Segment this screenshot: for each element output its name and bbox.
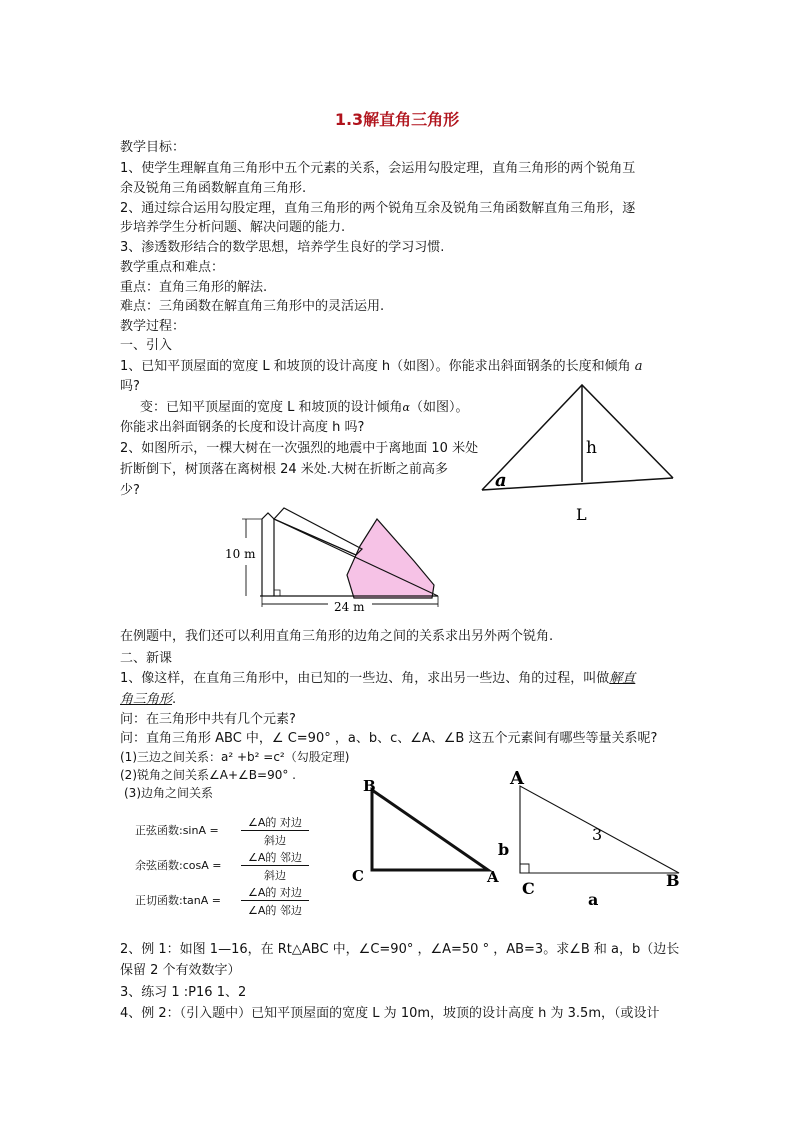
vertex-C-label: C: [522, 879, 535, 898]
definition-term-part-2: 角三角形: [120, 692, 173, 707]
alpha-symbol: α: [402, 401, 410, 414]
triangle-figure-1: [350, 774, 510, 889]
question-2-line-2: 折断倒下，树顶落在离树根 24 米处.大树在折断之前高多: [120, 462, 448, 477]
fallen-trunk: [274, 508, 362, 555]
objective-1-line-1: 1、使学生理解直角三角形中五个元素的关系，会运用勾股定理，直角三角形的两个锐角互: [120, 161, 636, 176]
cosine-label: 余弦函数:cosA =: [135, 859, 222, 872]
vertex-A-label: A: [510, 768, 524, 789]
example-1-line-1: 2、例 1：如图 1—16，在 Rt△ABC 中，∠C=90° ，∠A=50 ° ，AB=3。求∠B 和 a，b（边长: [120, 942, 680, 957]
right-angle-mark: [274, 590, 280, 596]
definition-line-1: [120, 670, 635, 688]
fraction-bar: [241, 865, 309, 866]
cosine-denominator: 斜边: [264, 869, 286, 882]
vertex-C-label: C: [352, 867, 364, 885]
variant-line-2: 你能求出斜面钢条的长度和设计高度 h 吗?: [120, 420, 365, 435]
tangent-denominator: ∠A的 邻边: [248, 904, 302, 917]
definition-period: .: [172, 692, 177, 707]
cosine-numerator: ∠A的 邻边: [248, 851, 302, 864]
side-b-label: b: [498, 840, 510, 859]
new-lesson-heading: 二、新课: [120, 651, 173, 666]
question-2-line-1: 2、如图所示，一棵大树在一次强烈的地震中于离地面 10 米处: [120, 441, 479, 456]
definition-line-2: [120, 691, 176, 709]
difficulty-point: 难点：三角函数在解直角三角形中的灵活运用.: [120, 299, 385, 314]
definition-term-part-1: 解直: [609, 671, 636, 686]
alpha-symbol: a: [634, 359, 643, 374]
roof-alpha-label: a: [495, 470, 507, 491]
variant-text: 变：已知平顶屋面的宽度 L 和坡顶的设计倾角: [140, 400, 403, 415]
vertex-B-label: B: [363, 777, 376, 795]
tree-height-label: 10 m: [225, 547, 256, 561]
keypoints-heading: 教学重点和难点：: [120, 260, 225, 275]
sine-label: 正弦函数:sinA =: [135, 824, 219, 837]
sine-formula: [135, 814, 315, 850]
roof-slopes: [482, 385, 673, 490]
intro-heading: 一、引入: [120, 338, 173, 353]
side-a-label: a: [588, 890, 599, 909]
relation-sides: (1)三边之间关系：a² +b² =c²（勾股定理): [120, 750, 350, 764]
question-relations: 问：直角三角形 ABC 中，∠ C=90° ，a、b、c、∠A、∠B 这五个元素间有哪些等量关系呢?: [120, 731, 658, 746]
triangle-figure-2: [494, 763, 686, 913]
process-heading: 教学过程：: [120, 319, 186, 334]
document-title: 1.3解直角三角形: [334, 110, 460, 129]
definition-text: 1、像这样，在直角三角形中，由已知的一些边、角，求出另一些边、角的过程，叫做: [120, 671, 610, 686]
roof-h-label: h: [586, 438, 597, 458]
tangent-formula: [135, 884, 315, 920]
tree-crown: [347, 519, 434, 598]
practice-line: 3、练习 1 :P16 1、2: [120, 985, 247, 1000]
cosine-formula: [135, 849, 315, 885]
sine-numerator: ∠A的 对边: [248, 816, 302, 829]
example-2-line: 4、例 2：（引入题中）已知平顶屋面的宽度 L 为 10m，坡顶的设计高度 h 为 3.5m，（或设计: [120, 1006, 660, 1021]
fraction-bar: [241, 830, 309, 831]
question-1-line-1: [120, 358, 643, 376]
tree-followup: 在例题中，我们还可以利用直角三角形的边角之间的关系求出另外两个锐角.: [120, 629, 554, 644]
tree-trunk: [262, 513, 274, 596]
relation-side-angle: (3)边角之间关系: [124, 786, 213, 800]
question-elements: 问：在三角形中共有几个元素?: [120, 712, 296, 727]
tree-distance-label: 24 m: [334, 600, 365, 614]
question-2-line-3: 少?: [120, 483, 140, 498]
relation-angles: (2)锐角之间关系∠A+∠B=90° .: [120, 768, 296, 782]
fraction-bar: [241, 900, 309, 901]
sine-denominator: 斜边: [264, 834, 286, 847]
vertex-A-label: A: [487, 868, 499, 886]
hypotenuse-length-label: 3: [592, 825, 603, 844]
roof-figure: [478, 383, 690, 528]
triangle-1-shape: [372, 790, 488, 870]
vertex-B-label: B: [666, 871, 680, 890]
question-1-line-2: 吗?: [120, 379, 140, 394]
variant-text-end: （如图）。: [409, 400, 469, 415]
tree-figure: [222, 503, 448, 615]
objective-2-line-2: 步培养学生分析问题、解决问题的能力.: [120, 220, 346, 235]
tangent-label: 正切函数:tanA =: [135, 894, 221, 907]
roof-base: [482, 478, 673, 490]
objectives-heading: 教学目标：: [120, 140, 186, 155]
objective-3: 3、渗透数形结合的数学思想，培养学生良好的学习习惯.: [120, 240, 445, 255]
roof-L-label: L: [576, 505, 587, 524]
example-1-line-2: 保留 2 个有效数字）: [120, 963, 241, 978]
right-angle-mark: [520, 864, 529, 873]
objective-1-line-2: 余及锐角三角函数解直角三角形.: [120, 181, 307, 196]
tangent-numerator: ∠A的 对边: [248, 886, 302, 899]
variant-line-1: [140, 399, 468, 417]
question-1-text: 1、已知平顶屋面的宽度 L 和坡顶的设计高度 h（如图）。你能求出斜面钢条的长度和倾角: [120, 359, 631, 374]
objective-2-line-1: 2、通过综合运用勾股定理，直角三角形的两个锐角互余及锐角三角函数解直角三角形，逐: [120, 201, 636, 216]
key-point: 重点：直角三角形的解法.: [120, 280, 268, 295]
